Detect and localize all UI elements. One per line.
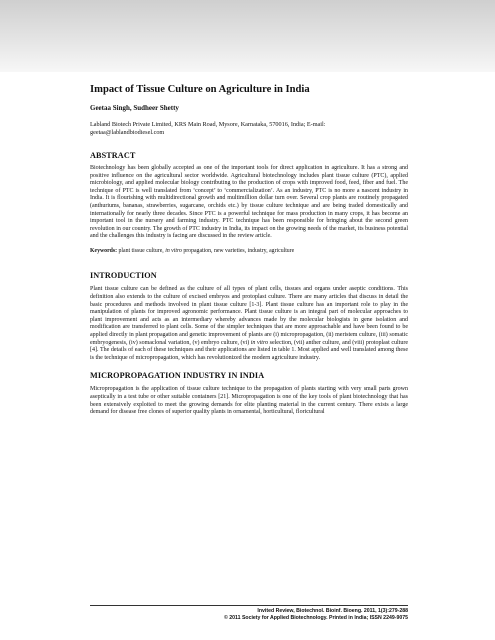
keywords-text-end: propagation, new varieties, industry, agriculture bbox=[181, 247, 295, 254]
copyright-line: © 2011 Society for Applied Biotechnology. Printed in India; ISSN 2249-9075 bbox=[224, 615, 408, 621]
affiliation-email: geetaa@lablandbiodiesel.com bbox=[90, 129, 165, 136]
citation-line: Invited Review, Biotechnol. Bioinf. Bioeng. 2011, 1(3):279-288 bbox=[257, 608, 408, 614]
micropropagation-text: Micropropagation is the application of tissue culture technique to the propagation of plants starting with very small parts grown aseptically in a test tube or other suitable containers [21]. Micropropagation is one of the key tools of plant biotechnology that has been extensively exploited to meet the growing demands for elite planting material in the current century. There exists a large demand for disease free clones of superior quality plants in ornamental, horticultural, floricultural bbox=[90, 386, 408, 416]
page-footer bbox=[90, 605, 408, 622]
micropropagation-heading: MICROPROPAGATION INDUSTRY IN INDIA bbox=[90, 371, 265, 381]
keywords-label: Keywords: bbox=[90, 247, 118, 254]
article-authors: Geetaa Singh, Sudheer Shetty bbox=[90, 104, 179, 112]
introduction-text bbox=[90, 286, 408, 362]
introduction-text-part: Plant tissue culture can be defined as the culture of all types of plant cells, tissues and organs under aseptic conditions. This definition also extends to the culture of excised embryos and protoplast culture. There are many articles that discuss in detail the basic procedures and methods involved in plant tissue culture [1-3]. Plant tissue culture has an important role to play in the manipulation of plants for improved agronomic performance. Plant tissue culture is an integral part of molecular approaches to plant improvement and acts as an intermediary whereby advances made by the molecular biologists in gene isolation and modification are transferred to plant cells. Some of the simpler techniques that are more approachable and have been found to be applied directly in plant propagation and genetic improvement of plants are (i) micropropagation, (ii) meristem culture, (iii) somatic embryogenesis, (iv) somaclonal variation, (v) embryo culture, (vi) bbox=[90, 286, 408, 346]
article-page bbox=[90, 83, 408, 417]
affiliation-line: Labland Biotech Private Limited, KRS Main Road, Mysore, Karnataka, 570016, India; E-mail: bbox=[90, 121, 326, 128]
keywords-text: plant tissue culture, bbox=[117, 247, 166, 254]
article-title: Impact of Tissue Culture on Agriculture in India bbox=[90, 84, 310, 95]
abstract-text: Biotechnology has been globally accepted as one of the important tools for direct application in agriculture. It has a strong and positive influence on the agricultural sector worldwide. Agricultural biotechnology includes plant tissue culture (PTC), applied microbiology, and applied molecular biology contributing to the production of crops with improved food, feed, fiber and fuel. The technique of PTC is well translated from ‘concept’ to ‘commercialization’. As an industry, PTC is no more a nascent industry in India. It is flourishing with multidirectional growth and multimillion dollar turn over. Several crop plants are routinely propagated (anthuriums, bananas, strawberries, sugarcane, orchids etc.) by tissue culture technique and are being traded domestically and internationally for nearly three decades. Since PTC is a powerful technique for mass production in many crops, it has become an important tool in the nursery and farming industry. PTC technique has been responsible for bringing about the second green revolution in our country. The growth of PTC industry in India, its impact on the growing needs of the market, its business potential and the challenges this industry is facing are discussed in the review article. bbox=[90, 165, 408, 240]
keywords bbox=[90, 248, 408, 256]
keywords-italic: in vitro bbox=[165, 247, 182, 254]
header-band bbox=[0, 0, 495, 72]
introduction-text-part-end: selection, (vii) anther culture, and (viii) protoplast culture [4]. The details of each of these techniques and their applications are listed in table 1. Most applied and well translated among these is the technique of micropropagation, which has revolutionized the modern agriculture industry. bbox=[90, 339, 409, 361]
introduction-italic: in vitro bbox=[250, 339, 269, 346]
abstract-heading: ABSTRACT bbox=[90, 151, 136, 160]
introduction-heading: INTRODUCTION bbox=[90, 271, 157, 281]
author-affiliation bbox=[90, 121, 408, 137]
